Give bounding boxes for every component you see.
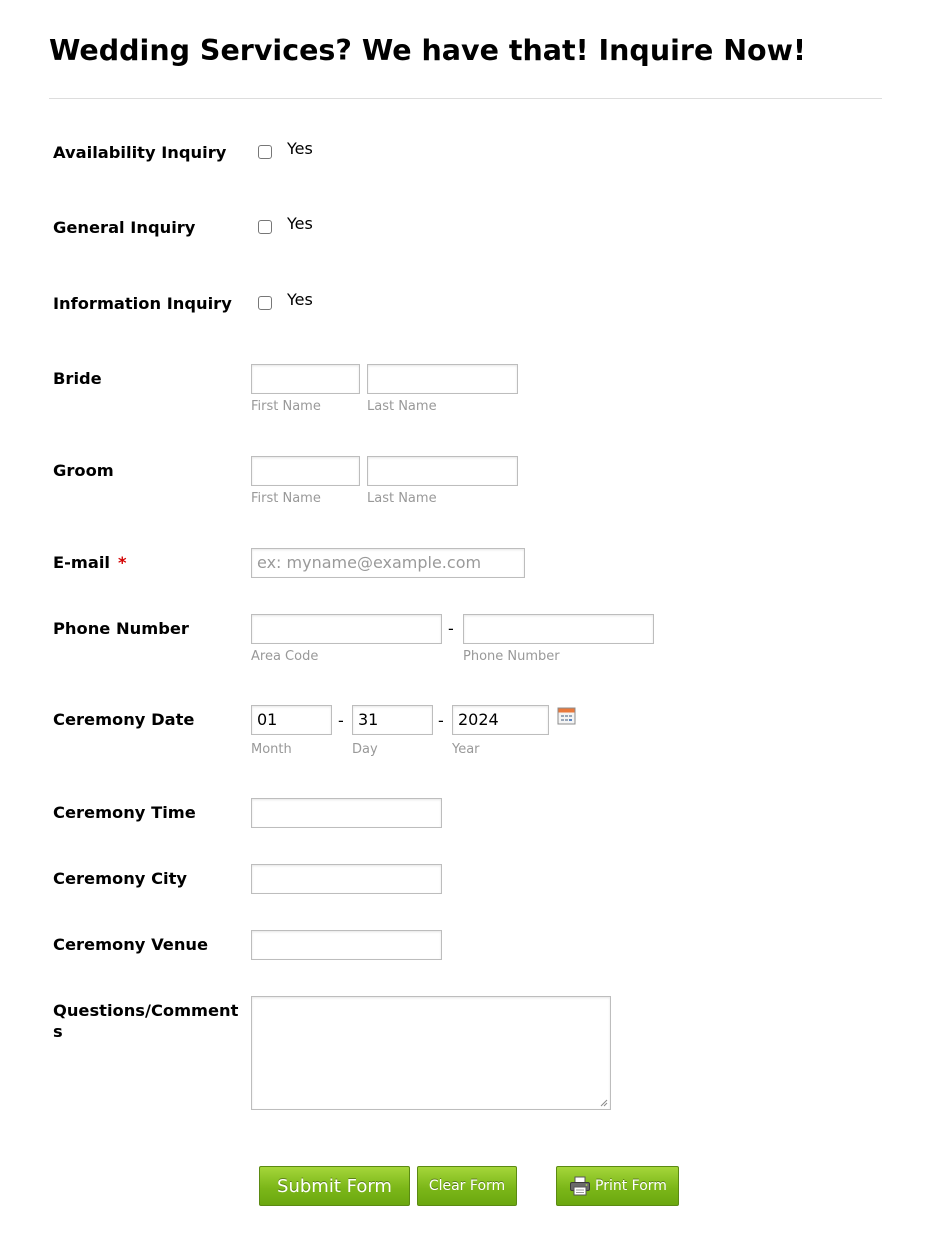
comments-textarea[interactable]: [251, 996, 611, 1110]
availability-inquiry-option-label[interactable]: Yes: [287, 139, 313, 158]
resize-grip-icon[interactable]: [600, 1099, 608, 1107]
title-divider: [49, 98, 882, 99]
phone-separator: -: [448, 619, 454, 638]
information-inquiry-label: Information Inquiry: [53, 294, 232, 313]
ceremony-city-label: Ceremony City: [53, 869, 188, 888]
form-title: Wedding Services? We have that! Inquire Now!: [49, 34, 806, 67]
groom-last-name-sublabel: Last Name: [367, 491, 437, 506]
print-form-button[interactable]: [556, 1166, 679, 1206]
email-label: [53, 552, 127, 573]
ceremony-date-label: Ceremony Date: [53, 710, 195, 729]
availability-inquiry-checkbox[interactable]: [258, 145, 272, 159]
groom-label: Groom: [53, 461, 114, 480]
phone-number-label: Phone Number: [53, 619, 189, 638]
email-label-text: E-mail: [53, 553, 110, 572]
submit-form-button[interactable]: Submit Form: [259, 1166, 410, 1206]
bride-first-name-sublabel: First Name: [251, 399, 321, 414]
bride-first-name-input[interactable]: [251, 364, 360, 394]
month-sublabel: Month: [251, 742, 292, 757]
area-code-sublabel: Area Code: [251, 649, 319, 664]
day-sublabel: Day: [352, 742, 378, 757]
email-input[interactable]: ex: myname@example.com: [251, 548, 525, 578]
availability-inquiry-label: Availability Inquiry: [53, 143, 227, 162]
printer-icon: [569, 1176, 591, 1196]
phone-area-code-input[interactable]: [251, 614, 442, 644]
ceremony-time-label: Ceremony Time: [53, 803, 196, 822]
ceremony-month-input[interactable]: 01: [251, 705, 332, 735]
ceremony-year-input[interactable]: 2024: [452, 705, 549, 735]
date-separator-2: -: [438, 711, 444, 730]
phone-number-sublabel: Phone Number: [463, 649, 560, 664]
groom-first-name-input[interactable]: [251, 456, 360, 486]
groom-last-name-input[interactable]: [367, 456, 518, 486]
print-form-button-label: Print Form: [595, 1178, 667, 1194]
bride-label: Bride: [53, 369, 102, 388]
clear-form-button[interactable]: Clear Form: [417, 1166, 517, 1206]
ceremony-venue-label: Ceremony Venue: [53, 935, 209, 954]
date-separator-1: -: [338, 711, 344, 730]
ceremony-day-input[interactable]: 31: [352, 705, 433, 735]
ceremony-city-input[interactable]: [251, 864, 442, 894]
information-inquiry-checkbox[interactable]: [258, 296, 272, 310]
general-inquiry-label: General Inquiry: [53, 218, 196, 237]
phone-number-input[interactable]: [463, 614, 654, 644]
information-inquiry-option-label[interactable]: Yes: [287, 290, 313, 309]
year-sublabel: Year: [452, 742, 480, 757]
bride-last-name-input[interactable]: [367, 364, 518, 394]
general-inquiry-option-label[interactable]: Yes: [287, 214, 313, 233]
general-inquiry-checkbox[interactable]: [258, 220, 272, 234]
required-mark: *: [118, 553, 127, 572]
calendar-icon[interactable]: [557, 706, 576, 725]
ceremony-venue-input[interactable]: [251, 930, 442, 960]
groom-first-name-sublabel: First Name: [251, 491, 321, 506]
bride-last-name-sublabel: Last Name: [367, 399, 437, 414]
ceremony-time-input[interactable]: [251, 798, 442, 828]
comments-label: Questions/Comments: [53, 1001, 239, 1041]
